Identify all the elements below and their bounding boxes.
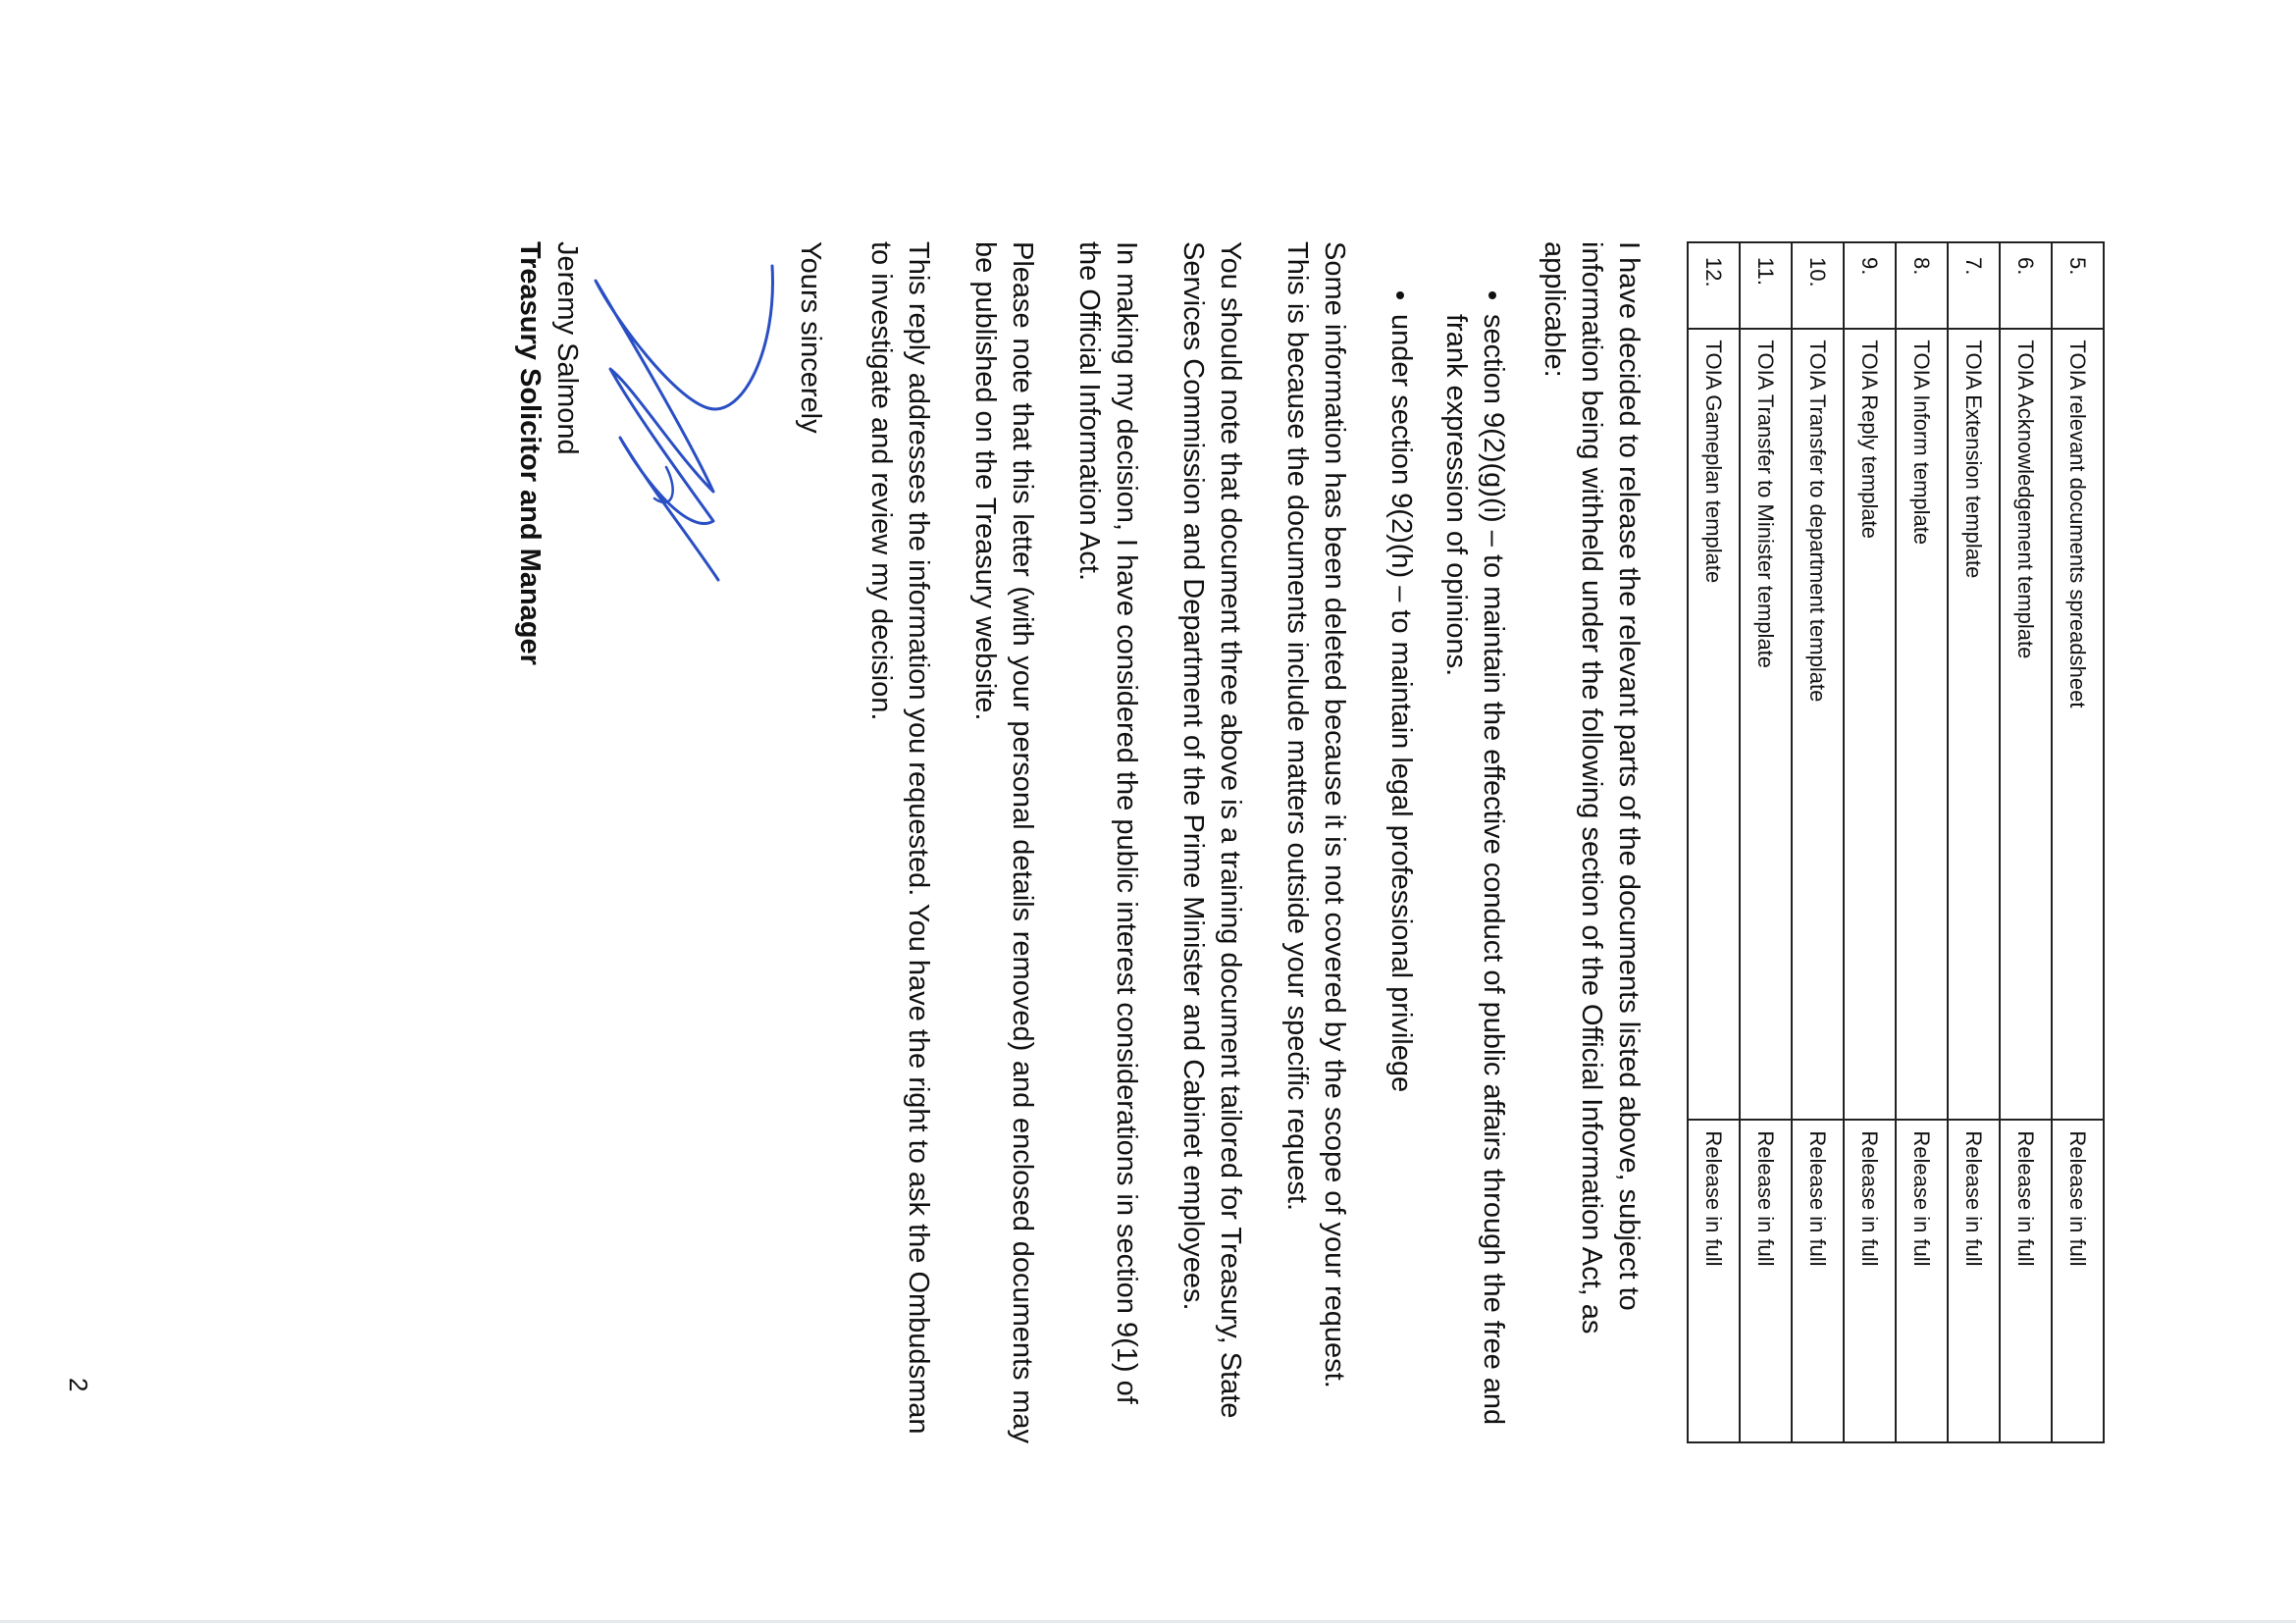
signature-stroke	[596, 266, 772, 580]
handwritten-signature	[586, 241, 782, 595]
decision-cell: Release in full	[1896, 1120, 1948, 1442]
decision-cell: Release in full	[1792, 1120, 1844, 1442]
document-number-cell: 12.	[1688, 242, 1740, 329]
document-title-cell: TOIA Gameplan template	[1688, 329, 1740, 1120]
letter-body	[511, 241, 2105, 1443]
table-row	[1688, 242, 1740, 1442]
decision-cell: Release in full	[2052, 1120, 2104, 1442]
table-row	[2000, 242, 2052, 1442]
document-number-cell: 8.	[1896, 242, 1948, 329]
document-title-cell: TOIA Acknowledgement template	[2000, 329, 2052, 1120]
table-row	[1844, 242, 1896, 1442]
table-row	[1896, 242, 1948, 1442]
public-interest-paragraph: In making my decision, I have considered the public interest considerations in section 9(1) of the Official Information Act.	[1073, 241, 1142, 1404]
table-row	[2052, 242, 2104, 1442]
sign-off: Yours sincerely	[795, 241, 826, 434]
withholding-grounds-list	[1383, 241, 1512, 1443]
documents-table	[1687, 241, 2105, 1443]
document-number-cell: 7.	[1948, 242, 2000, 329]
document-title-cell: TOIA Transfer to department template	[1792, 329, 1844, 1120]
ombudsman-paragraph: This reply addresses the information you requested. You have the right to ask the Ombudsman to investigate and review my decision.	[865, 241, 934, 1435]
table-row	[1948, 242, 2000, 1442]
intro-paragraph: I have decided to release the relevant parts of the documents listed above, subject to information being withheld under the following section of the Official Information Act, as applicable:	[1539, 241, 1644, 1335]
signatory-title: Treasury Solicitor and Manager	[514, 241, 546, 665]
decision-cell: Release in full	[1740, 1120, 1792, 1442]
scope-paragraph: Some information has been deleted because it is not covered by the scope of your request. This is because the documents include matters outside your specific request.	[1281, 241, 1350, 1388]
page-number: 2	[64, 1378, 93, 1392]
document-title-cell: TOIA Inform template	[1896, 329, 1948, 1120]
publication-paragraph: Please note that this letter (with your personal details removed) and enclosed documents may be published on the Treasury website.	[969, 241, 1038, 1443]
withholding-ground-item: • section 9(2)(g)(i) – to maintain the effective conduct of public affairs through the free and frank expression of opinions.	[1437, 314, 1512, 1443]
document-title-cell: TOIA Reply template	[1844, 329, 1896, 1120]
signatory-name: Jeremy Salmond	[551, 241, 583, 455]
document-title-cell: TOIA Extension template	[1948, 329, 2000, 1120]
training-document-paragraph: You should note that document three above is a training document tailored for Treasury, State Services Commission and Department of the Prime Minister and Cabinet employees.	[1177, 241, 1246, 1419]
withholding-ground-item: • under section 9(2)(h) – to maintain legal professional privilege	[1383, 314, 1420, 1443]
documents-table-body	[1688, 242, 2104, 1442]
decision-cell: Release in full	[1948, 1120, 2000, 1442]
document-number-cell: 9.	[1844, 242, 1896, 329]
document-number-cell: 5.	[2052, 242, 2104, 329]
table-row	[1740, 242, 1792, 1442]
decision-cell: Release in full	[2000, 1120, 2052, 1442]
document-title-cell: TOIA relevant documents spreadsheet	[2052, 329, 2104, 1120]
table-row	[1792, 242, 1844, 1442]
document-number-cell: 11.	[1740, 242, 1792, 329]
decision-cell: Release in full	[1688, 1120, 1740, 1442]
decision-cell: Release in full	[1844, 1120, 1896, 1442]
document-number-cell: 10.	[1792, 242, 1844, 329]
document-title-cell: TOIA Transfer to Minister template	[1740, 329, 1792, 1120]
document-number-cell: 6.	[2000, 242, 2052, 329]
